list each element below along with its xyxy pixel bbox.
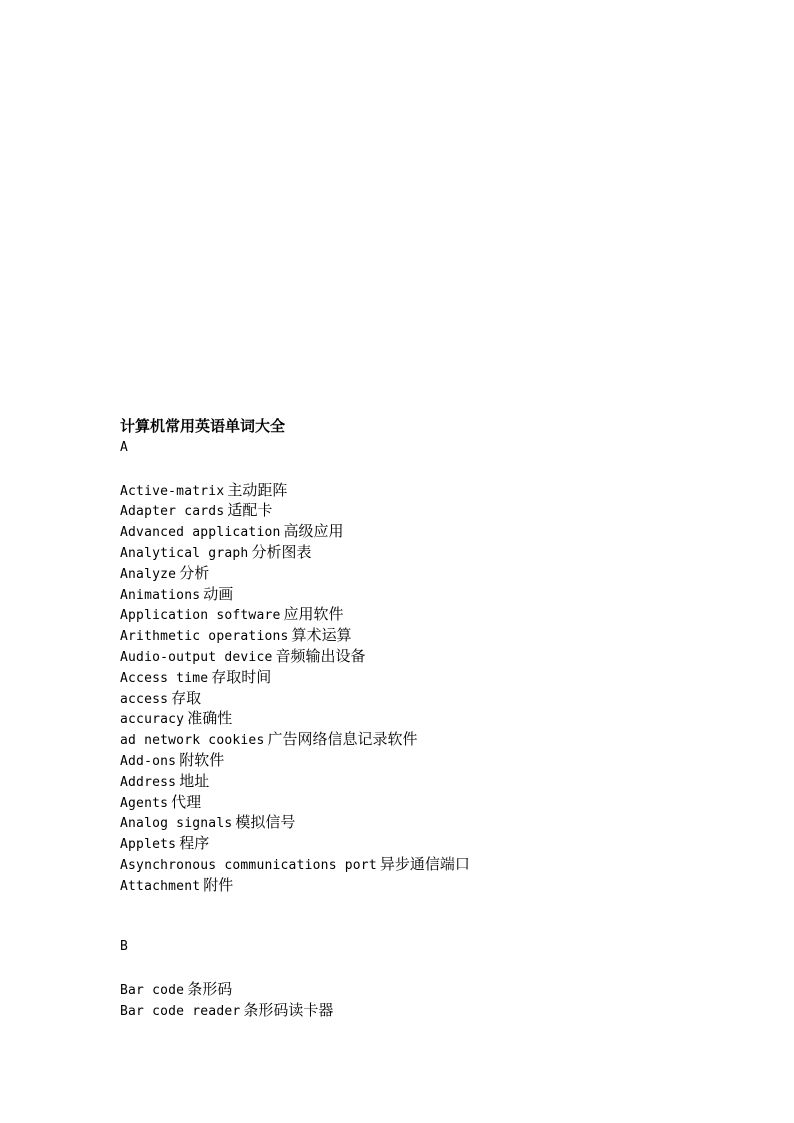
list-item xyxy=(120,521,720,542)
term-chinese: 动画 xyxy=(203,584,234,603)
term-chinese: 程序 xyxy=(179,834,210,853)
term-english: Bar code xyxy=(120,982,185,998)
term-english: Adapter cards xyxy=(120,504,225,520)
blank-line xyxy=(120,916,720,937)
term-chinese: 存取 xyxy=(171,688,202,707)
term-chinese: 条形码 xyxy=(187,979,233,998)
blank-line xyxy=(120,459,720,480)
term-chinese: 算术运算 xyxy=(291,626,352,645)
term-english: Agents xyxy=(120,795,169,811)
term-english: ad network cookies xyxy=(120,733,265,749)
list-item xyxy=(120,833,720,854)
blank-line xyxy=(120,896,720,917)
term-chinese: 地址 xyxy=(179,771,210,790)
term-english: Application software xyxy=(120,608,281,624)
term-english: Analog signals xyxy=(120,816,233,832)
term-chinese: 代理 xyxy=(171,792,202,811)
term-english: accuracy xyxy=(120,712,185,728)
term-chinese: 分析 xyxy=(179,563,210,582)
list-item xyxy=(120,667,720,688)
list-item xyxy=(120,792,720,813)
list-item xyxy=(120,708,720,729)
term-english: Asynchronous communications port xyxy=(120,857,377,873)
list-item xyxy=(120,625,720,646)
list-item xyxy=(120,688,720,709)
term-chinese: 适配卡 xyxy=(227,501,273,520)
blank-line xyxy=(120,958,720,979)
term-chinese: 异步通信端口 xyxy=(379,854,470,873)
term-english: Add-ons xyxy=(120,753,177,769)
list-item xyxy=(120,1000,720,1021)
term-english: Attachment xyxy=(120,878,201,894)
list-item xyxy=(120,771,720,792)
term-english: Bar code reader xyxy=(120,1003,241,1019)
term-chinese: 广告网络信息记录软件 xyxy=(267,730,418,749)
term-english: Arithmetic operations xyxy=(120,629,289,645)
term-english: Animations xyxy=(120,587,201,603)
term-chinese: 附软件 xyxy=(179,750,225,769)
term-chinese: 附件 xyxy=(203,875,234,894)
section-a-list xyxy=(120,480,720,896)
term-english: Address xyxy=(120,774,177,790)
term-chinese: 主动距阵 xyxy=(227,480,288,499)
list-item xyxy=(120,750,720,771)
term-english: Audio-output device xyxy=(120,649,273,665)
term-chinese: 准确性 xyxy=(187,709,233,728)
term-english: Advanced application xyxy=(120,525,281,541)
section-b-list xyxy=(120,979,720,1021)
list-item xyxy=(120,480,720,501)
list-item xyxy=(120,729,720,750)
term-chinese: 模拟信号 xyxy=(235,813,296,832)
list-item xyxy=(120,500,720,521)
list-item xyxy=(120,875,720,896)
term-english: Active-matrix xyxy=(120,483,225,499)
term-chinese: 应用软件 xyxy=(283,605,344,624)
list-item xyxy=(120,979,720,1000)
term-english: access xyxy=(120,691,169,707)
term-chinese: 条形码读卡器 xyxy=(243,1000,334,1019)
term-english: Analyze xyxy=(120,566,177,582)
section-b-letter: B xyxy=(120,939,128,955)
list-item xyxy=(120,542,720,563)
list-item xyxy=(120,604,720,625)
term-english: Access time xyxy=(120,670,209,686)
term-chinese: 分析图表 xyxy=(251,542,312,561)
term-chinese: 存取时间 xyxy=(211,667,272,686)
document-body xyxy=(120,414,720,1020)
document-title: 计算机常用英语单词大全 xyxy=(120,417,286,435)
section-a-letter: A xyxy=(120,440,128,455)
term-english: Applets xyxy=(120,837,177,853)
term-english: Analytical graph xyxy=(120,545,249,561)
list-item xyxy=(120,854,720,875)
list-item xyxy=(120,646,720,667)
list-item xyxy=(120,584,720,605)
term-chinese: 高级应用 xyxy=(283,522,344,541)
term-chinese: 音频输出设备 xyxy=(275,646,366,665)
list-item xyxy=(120,812,720,833)
list-item xyxy=(120,563,720,584)
